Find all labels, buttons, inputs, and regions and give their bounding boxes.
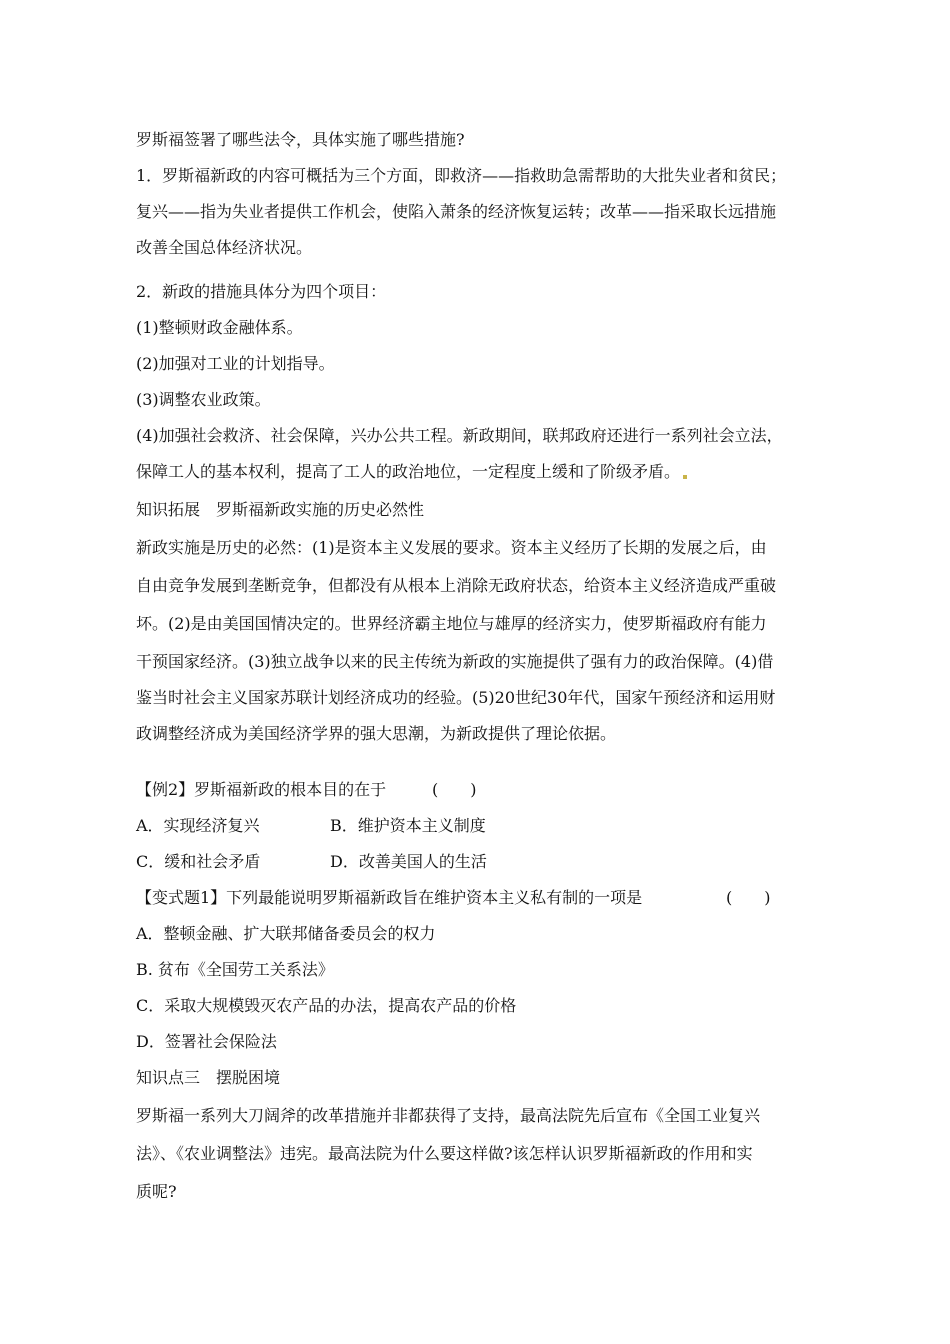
paragraph-line: 罗斯福一系列大刀阔斧的改革措施并非都获得了支持，最高法院先后宣布《全国工业复兴 — [136, 1106, 761, 1125]
paragraph-line: 自由竞争发展到垄断竞争，但都没有从根本上消除无政府状态，给资本主义经济造成严重破 — [136, 576, 777, 595]
question-stem: 【例2】罗斯福新政的根本目的在于 — [136, 780, 387, 799]
option-d: D．改善美国人的生活 — [330, 852, 487, 871]
paragraph-line: 复兴——指为失业者提供工作机会，使陷入萧条的经济恢复运转；改革——指采取长远措施 — [136, 202, 777, 221]
paragraph-line: 法》、《农业调整法》违宪。最高法院为什么要这样做?该怎样认识罗斯福新政的作用和实 — [136, 1144, 753, 1163]
paragraph-line: 政调整经济成为美国经济学界的强大思潮，为新政提供了理论依据。 — [136, 724, 617, 743]
paragraph-text: 保障工人的基本权利，提高了工人的政治地位，一定程度上缓和了阶级矛盾。 — [136, 462, 681, 481]
option-a: A．整顿金融、扩大联邦储备委员会的权力 — [136, 924, 436, 943]
list-item: (3)调整农业政策。 — [136, 390, 271, 409]
paragraph-line: 干预国家经济。(3)独立战争以来的民主传统为新政的实施提供了强有力的政治保障。(4)借 — [136, 652, 774, 671]
paragraph-line: 1．罗斯福新政的内容可概括为三个方面，即救济——指救助急需帮助的大批失业者和贫民； — [136, 166, 787, 185]
answer-blank: ( ) — [726, 888, 771, 907]
variant-question — [136, 888, 642, 910]
example-question — [136, 780, 386, 802]
list-item: (1)整顿财政金融体系。 — [136, 318, 303, 337]
list-item: (2)加强对工业的计划指导。 — [136, 354, 335, 373]
option-c: C．采取大规模毁灭农产品的办法，提高农产品的价格 — [136, 996, 517, 1015]
option-c: C．缓和社会矛盾 — [136, 852, 261, 871]
section-heading: 知识拓展 罗斯福新政实施的历史必然性 — [136, 500, 425, 519]
paragraph-line: 改善全国总体经济状况。 — [136, 238, 313, 257]
decorative-dot — [683, 475, 687, 479]
paragraph-line: 质呢? — [136, 1182, 177, 1201]
paragraph-line: 鉴当时社会主义国家苏联计划经济成功的经验。(5)20世纪30年代，国家午预经济和运用财 — [136, 688, 776, 707]
paragraph-line: 坏。(2)是由美国国情决定的。世界经济霸主地位与雄厚的经济实力，使罗斯福政府有能力 — [136, 614, 767, 633]
list-item: (4)加强社会救济、社会保障，兴办公共工程。新政期间，联邦政府还进行一系列社会立法， — [136, 426, 783, 445]
answer-blank: ( ) — [432, 780, 477, 799]
option-b: B．维护资本主义制度 — [330, 816, 486, 835]
paragraph-line: 新政实施是历史的必然：(1)是资本主义发展的要求。资本主义经历了长期的发展之后，由 — [136, 538, 767, 557]
paragraph-line: 2．新政的措施具体分为四个项目： — [136, 282, 387, 301]
question-line: 罗斯福签署了哪些法令，具体实施了哪些措施? — [136, 130, 465, 149]
option-a: A．实现经济复兴 — [136, 816, 260, 835]
option-b: B. 贫布《全国劳工关系法》 — [136, 960, 334, 979]
option-d: D．签署社会保险法 — [136, 1032, 277, 1051]
section-heading: 知识点三 摆脱困境 — [136, 1068, 281, 1087]
question-stem: 【变式题1】下列最能说明罗斯福新政旨在维护资本主义私有制的一项是 — [136, 888, 643, 907]
paragraph-line — [136, 462, 687, 484]
